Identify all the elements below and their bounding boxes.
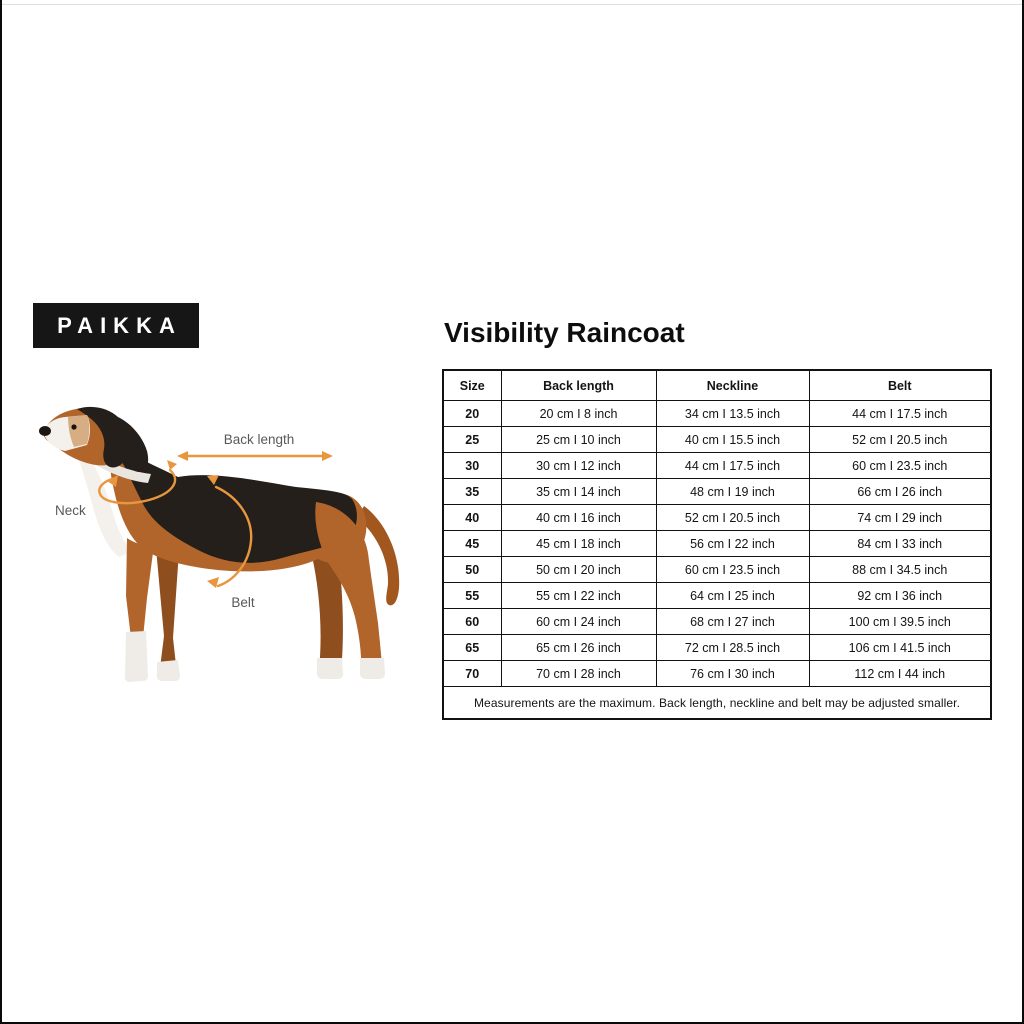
- neck-label: Neck: [55, 503, 86, 518]
- neckline-cell: 64 cm I 25 inch: [656, 583, 809, 609]
- back-length-cell: 65 cm I 26 inch: [501, 635, 656, 661]
- neckline-cell: 56 cm I 22 inch: [656, 531, 809, 557]
- back-length-cell: 55 cm I 22 inch: [501, 583, 656, 609]
- size-cell: 25: [443, 427, 501, 453]
- size-cell: 30: [443, 453, 501, 479]
- neckline-cell: 52 cm I 20.5 inch: [656, 505, 809, 531]
- size-cell: 20: [443, 401, 501, 427]
- back-length-cell: 40 cm I 16 inch: [501, 505, 656, 531]
- size-table: [442, 369, 992, 720]
- col-header-neckline: Neckline: [656, 370, 809, 401]
- table-row-size-55: [443, 583, 991, 609]
- col-header-belt: Belt: [809, 370, 991, 401]
- table-row-size-45: [443, 531, 991, 557]
- belt-cell: 74 cm I 29 inch: [809, 505, 991, 531]
- belt-cell: 52 cm I 20.5 inch: [809, 427, 991, 453]
- table-row-size-65: [443, 635, 991, 661]
- belt-cell: 84 cm I 33 inch: [809, 531, 991, 557]
- back-length-cell: 50 cm I 20 inch: [501, 557, 656, 583]
- table-header-row: [443, 370, 991, 401]
- belt-cell: 60 cm I 23.5 inch: [809, 453, 991, 479]
- page-title: Visibility Raincoat: [444, 317, 685, 348]
- size-cell: 50: [443, 557, 501, 583]
- table-row-size-25: [443, 427, 991, 453]
- table-note-row: [443, 687, 991, 720]
- table-row-size-35: [443, 479, 991, 505]
- belt-cell: 112 cm I 44 inch: [809, 661, 991, 687]
- belt-cell: 106 cm I 41.5 inch: [809, 635, 991, 661]
- neckline-cell: 60 cm I 23.5 inch: [656, 557, 809, 583]
- neckline-cell: 40 cm I 15.5 inch: [656, 427, 809, 453]
- neckline-cell: 48 cm I 19 inch: [656, 479, 809, 505]
- table-row-size-40: [443, 505, 991, 531]
- measurements-note: Measurements are the maximum. Back length, neckline and belt may be adjusted smaller.: [443, 687, 991, 720]
- belt-cell: 92 cm I 36 inch: [809, 583, 991, 609]
- belt-label: Belt: [231, 595, 255, 610]
- belt-cell: 66 cm I 26 inch: [809, 479, 991, 505]
- neckline-cell: 76 cm I 30 inch: [656, 661, 809, 687]
- table-row-size-50: [443, 557, 991, 583]
- image-border-top: [2, 4, 1022, 5]
- neckline-cell: 72 cm I 28.5 inch: [656, 635, 809, 661]
- image-border-left: [0, 0, 2, 1024]
- back-length-cell: 25 cm I 10 inch: [501, 427, 656, 453]
- col-header-size: Size: [443, 370, 501, 401]
- size-cell: 70: [443, 661, 501, 687]
- neckline-cell: 44 cm I 17.5 inch: [656, 453, 809, 479]
- size-cell: 65: [443, 635, 501, 661]
- table-row-size-30: [443, 453, 991, 479]
- back-length-cell: 35 cm I 14 inch: [501, 479, 656, 505]
- size-cell: 40: [443, 505, 501, 531]
- size-cell: 35: [443, 479, 501, 505]
- paikka-logo-text: PAIKKA: [57, 312, 182, 338]
- back-length-cell: 30 cm I 12 inch: [501, 453, 656, 479]
- table-row-size-60: [443, 609, 991, 635]
- back-length-cell: 60 cm I 24 inch: [501, 609, 656, 635]
- size-cell: 55: [443, 583, 501, 609]
- belt-cell: 88 cm I 34.5 inch: [809, 557, 991, 583]
- size-cell: 60: [443, 609, 501, 635]
- back-length-cell: 45 cm I 18 inch: [501, 531, 656, 557]
- table-row-size-70: [443, 661, 991, 687]
- col-header-back-length: Back length: [501, 370, 656, 401]
- back-length-label: Back length: [223, 432, 295, 447]
- back-length-arrow: [177, 451, 333, 461]
- belt-cell: 100 cm I 39.5 inch: [809, 609, 991, 635]
- paikka-logo: [33, 303, 199, 348]
- belt-cell: 44 cm I 17.5 inch: [809, 401, 991, 427]
- size-cell: 45: [443, 531, 501, 557]
- back-length-cell: 70 cm I 28 inch: [501, 661, 656, 687]
- table-row-size-20: [443, 401, 991, 427]
- neckline-cell: 68 cm I 27 inch: [656, 609, 809, 635]
- neckline-cell: 34 cm I 13.5 inch: [656, 401, 809, 427]
- dog-illustration: [39, 407, 399, 682]
- back-length-cell: 20 cm I 8 inch: [501, 401, 656, 427]
